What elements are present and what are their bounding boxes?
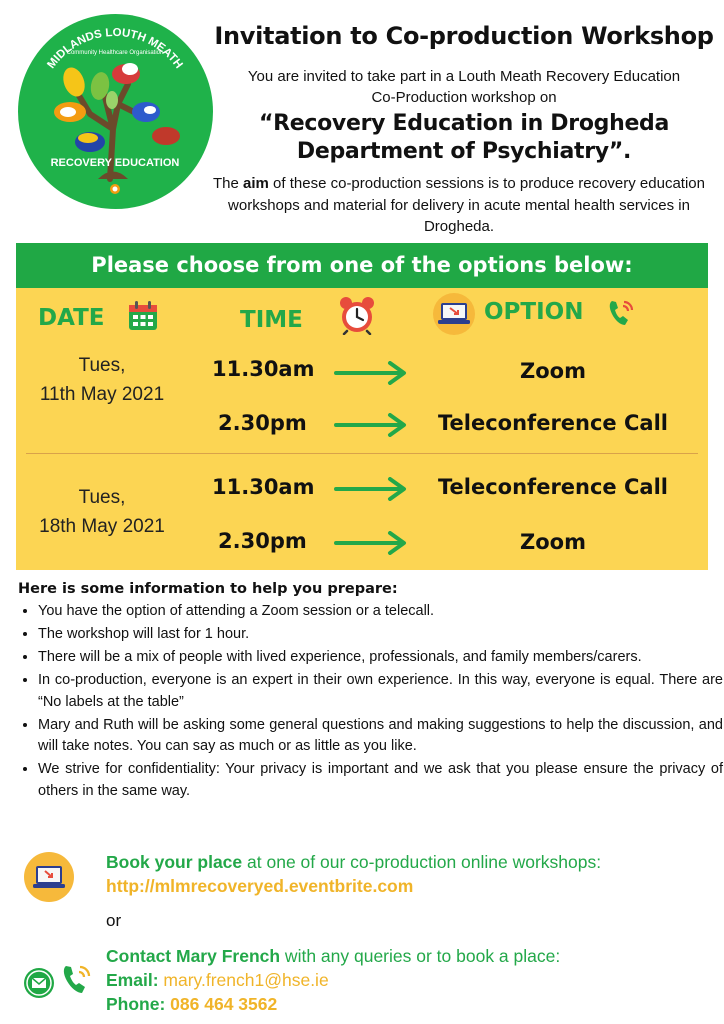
session-2-slot-2-option: Zoom [520, 530, 586, 554]
option-column-header: OPTION [484, 299, 584, 325]
session-2-day: Tues, [78, 487, 126, 508]
recovery-education-logo [18, 14, 213, 209]
calendar-icon [127, 300, 159, 332]
logo-bottom-text: RECOVERY EDUCATION [50, 157, 180, 169]
session-2-slot-1-time: 11.30am [212, 475, 315, 499]
phone-icon [60, 962, 94, 996]
session-1-slot-2-option: Teleconference Call [438, 411, 668, 435]
tree-logo-icon [18, 14, 213, 209]
workshop-title-line-1: “Recovery Education in Drogheda [258, 111, 670, 136]
or-text: or [106, 911, 122, 930]
session-1-day: Tues, [78, 355, 126, 376]
phone-call-icon [606, 298, 636, 328]
laptop-icon [24, 852, 74, 902]
laptop-icon [432, 292, 476, 336]
alarm-clock-icon [338, 295, 376, 335]
intro-text [214, 66, 714, 108]
session-divider [26, 453, 698, 454]
options-box [16, 243, 708, 570]
phone-number: 086 464 3562 [165, 994, 278, 1014]
time-column-header: TIME [240, 307, 303, 333]
info-item: • The workshop will last for 1 hour. [38, 624, 723, 646]
info-item: • You have the option of attending a Zoom session or a telecall. [38, 601, 723, 623]
date-column-header: DATE [38, 305, 105, 331]
session-1-date [22, 351, 182, 409]
aim-text [200, 173, 718, 238]
info-item: • We strive for confidentiality: Your privacy is important and we ask that you please ensure the privacy of others in the same way. [38, 759, 723, 802]
arrow-right-icon [334, 531, 408, 555]
book-rest: at one of our co-production online workshops: [242, 852, 602, 872]
session-2-slot-1-option: Teleconference Call [438, 475, 668, 499]
arrow-right-icon [334, 477, 408, 501]
email-icon [24, 968, 54, 998]
workshop-title [214, 110, 714, 166]
info-item: • There will be a mix of people with lived experience, professionals, and family members/carers. [38, 647, 723, 669]
contact-block [106, 944, 716, 1016]
session-1-slot-2-time: 2.30pm [218, 411, 307, 435]
arrow-right-icon [334, 413, 408, 437]
contact-bold: Contact Mary French [106, 946, 281, 966]
info-item: • Mary and Ruth will be asking some general questions and making suggestions to help the discussion, and will take notes. You can say as much or as little as you like. [38, 715, 723, 758]
book-your-place [106, 850, 716, 898]
intro-line-1: You are invited to take part in a Louth Meath Recovery Education [247, 68, 681, 85]
email-link[interactable]: mary.french1@hse.ie [158, 970, 329, 990]
logo-top-text: MIDLANDS LOUTH MEATH [45, 26, 185, 72]
book-bold: Book your place [106, 852, 243, 872]
session-2-date-text: 18th May 2021 [39, 516, 165, 537]
logo-sub-text: Community Healthcare Organisation [66, 50, 164, 56]
intro-line-2: Co-Production workshop on [371, 89, 557, 106]
info-item: • In co-production, everyone is an expert in their own experience. In this way, everyone is equal. There are “No labels at the table” [38, 670, 723, 713]
phone-label: Phone: [106, 994, 166, 1014]
email-label: Email: [106, 970, 159, 990]
svg-text:MIDLANDS LOUTH MEATH [45, 27, 184, 71]
aim-post: of these co-production sessions is to produce recovery education workshops and material for delivery in acute mental health services in Drogheda. [228, 175, 705, 235]
eventbrite-link[interactable]: http://mlmrecoveryed.eventbrite.com [106, 876, 414, 896]
session-2-date [22, 483, 182, 541]
arrow-right-icon [334, 361, 408, 385]
session-1-date-text: 11th May 2021 [39, 384, 165, 405]
session-2-slot-2-time: 2.30pm [218, 529, 307, 553]
workshop-title-line-2: Department of Psychiatry”. [296, 139, 632, 164]
options-heading: Please choose from one of the options below: [16, 243, 708, 288]
info-list [22, 601, 723, 804]
page-title: Invitation to Co-production Workshop [214, 22, 714, 50]
contact-rest: with any queries or to book a place: [280, 946, 561, 966]
session-1-slot-1-time: 11.30am [212, 357, 315, 381]
session-1-slot-1-option: Zoom [520, 359, 586, 383]
aim-pre: The [213, 175, 244, 192]
info-heading: Here is some information to help you prepare: [18, 581, 398, 597]
aim-word: aim [243, 175, 269, 192]
